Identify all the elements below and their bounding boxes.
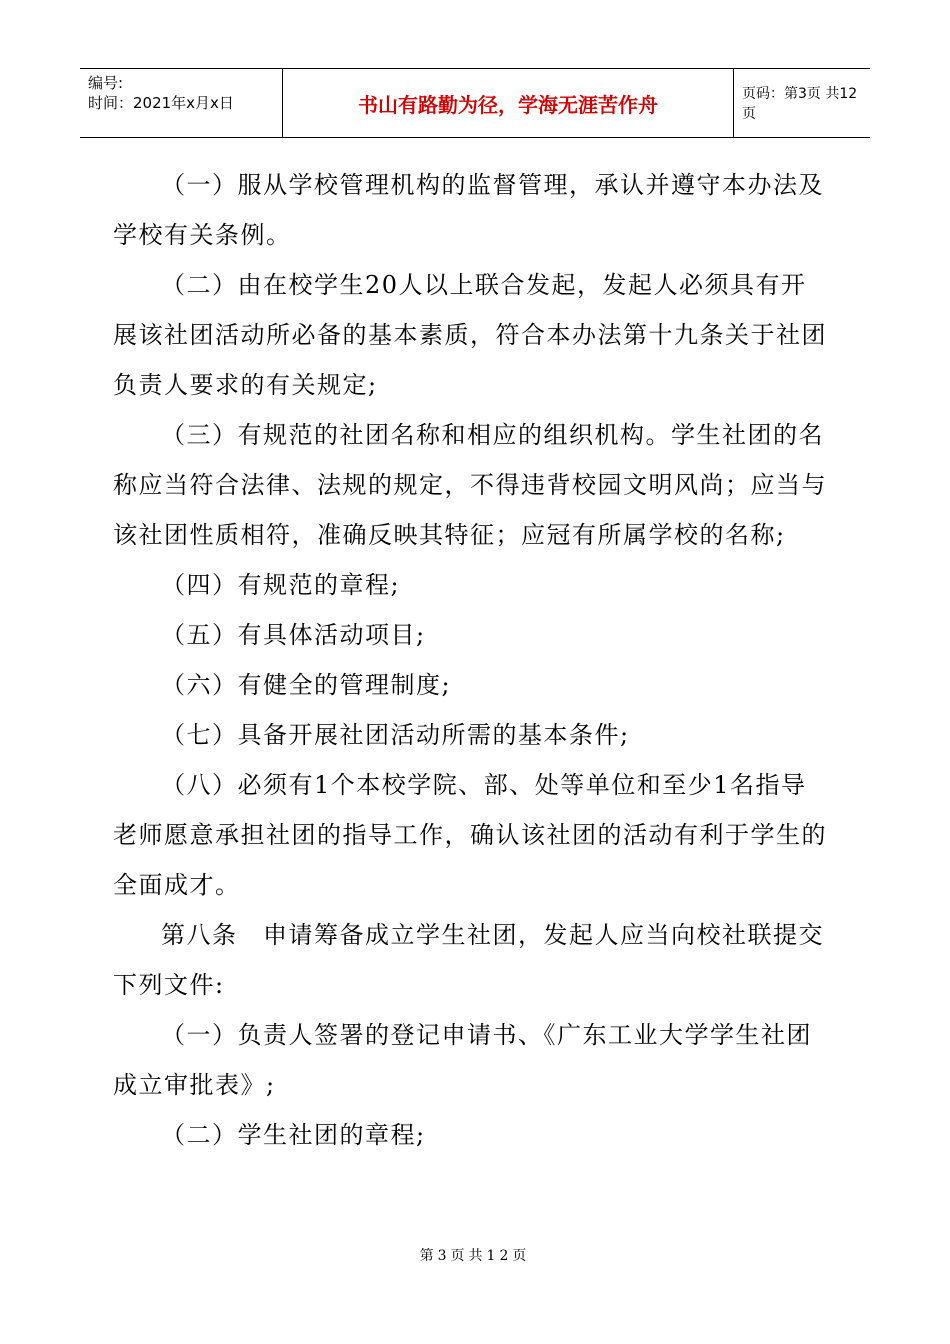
time-label: 时间：2021年x月x日: [88, 94, 234, 112]
paragraph-5: （五）有具体活动项目;: [161, 621, 426, 649]
page-header: [80, 68, 870, 138]
paragraph-2: （二）由在校学生20人以上联合发起，发起人必须具有开展该社团活动所必备的基本素质，符合本办法第十九条关于社团负责人要求的有关规定;: [113, 271, 827, 399]
document-body: [113, 160, 829, 1160]
paragraph-10: （一）负责人签署的登记申请书、《广东工业大学学生社团成立审批表》;: [113, 1021, 812, 1099]
number-label: 编号:: [88, 74, 124, 92]
paragraph-11: （二）学生社团的章程;: [161, 1121, 426, 1149]
header-page-info: 页码：第3页 共12页: [742, 86, 858, 122]
paragraph-8: （八）必须有1个本校学院、部、处等单位和至少1名指导老师愿意承担社团的指导工作，确认该社团的活动有利于学生的全面成才。: [113, 771, 827, 899]
header-motto: 书山有路勤为径，学海无涯苦作舟: [282, 69, 734, 137]
paragraph-9: 第八条 申请筹备成立学生社团，发起人应当向校社联提交下列文件:: [113, 921, 824, 999]
paragraph-6: （六）有健全的管理制度;: [161, 671, 452, 699]
paragraph-4: （四）有规范的章程;: [161, 571, 401, 599]
paragraph-7: （七）具备开展社团活动所需的基本条件;: [161, 721, 630, 749]
paragraph-3: （三）有规范的社团名称和相应的组织机构。学生社团的名称应当符合法律、法规的规定，不得违背校园文明风尚；应当与该社团性质相符，准确反映其特征；应冠有所属学校的名称;: [113, 421, 827, 549]
paragraph-1: （一）服从学校管理机构的监督管理，承认并遵守本办法及学校有关条例。: [113, 171, 824, 249]
header-meta: [80, 69, 282, 137]
page-footer: 第3页共12页: [419, 1248, 531, 1264]
